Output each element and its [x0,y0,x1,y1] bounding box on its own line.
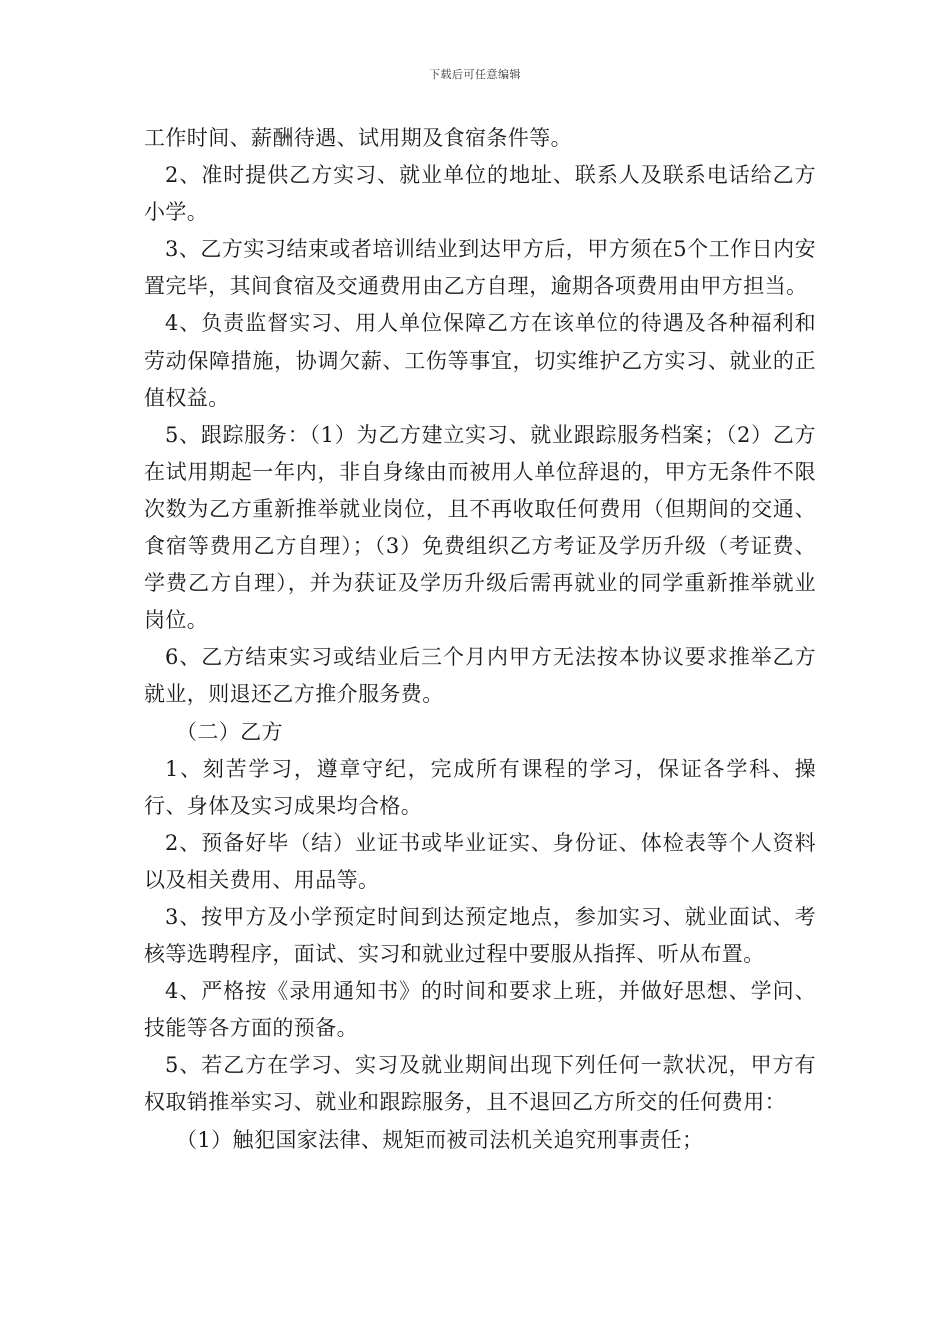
paragraph: 5、跟踪服务：（1）为乙方建立实习、就业跟踪服务档案；（2）乙方在试用期起一年内，非自身缘由而被用人单位辞退的，甲方无条件不限次数为乙方重新推举就业岗位，且不再收取任何费用（但期间的交通、食宿等费用乙方自理）；（3）免费组织乙方考证及学历升级（考证费、学费乙方自理），并为获证及学历升级后需再就业的同学重新推举就业岗位。 [144,422,816,633]
paragraph: 2、预备好毕（结）业证书或毕业证实、身份证、体检表等个人资料以及相关费用、用品等。 [144,830,816,892]
paragraph: 1、刻苦学习，遵章守纪，完成所有课程的学习，保证各学科、操行、身体及实习成果均合格。 [144,756,816,818]
paragraph: 6、乙方结束实习或结业后三个月内甲方无法按本协议要求推举乙方就业，则退还乙方推介服务费。 [144,645,816,707]
paragraph: 3、乙方实习结束或者培训结业到达甲方后，甲方须在5个工作日内安置完毕，其间食宿及交通费用由乙方自理，逾期各项费用由甲方担当。 [144,237,816,299]
page-header: 下载后可任意编辑 [429,68,521,81]
paragraph: 4、严格按《录用通知书》的时间和要求上班，并做好思想、学问、技能等各方面的预备。 [144,979,816,1041]
paragraph: （1）触犯国家法律、规矩而被司法机关追究刑事责任； [176,1127,704,1152]
document-body [144,120,816,1159]
paragraph: 3、按甲方及小学预定时间到达预定地点，参加实习、就业面试、考核等选聘程序，面试、实习和就业过程中要服从指挥、听从布置。 [144,904,816,967]
section-heading: （二）乙方 [176,719,283,744]
paragraph: 2、准时提供乙方实习、就业单位的地址、联系人及联系电话给乙方小学。 [144,163,816,225]
paragraph: 4、负责监督实习、用人单位保障乙方在该单位的待遇及各种福利和劳动保障措施，协调欠薪、工伤等事宜，切实维护乙方实习、就业的正值权益。 [144,311,816,410]
paragraph: 工作时间、薪酬待遇、试用期及食宿条件等。 [144,126,572,150]
paragraph: 5、若乙方在学习、实习及就业期间出现下列任何一款状况，甲方有权取销推举实习、就业和跟踪服务，且不退回乙方所交的任何费用： [144,1053,816,1115]
